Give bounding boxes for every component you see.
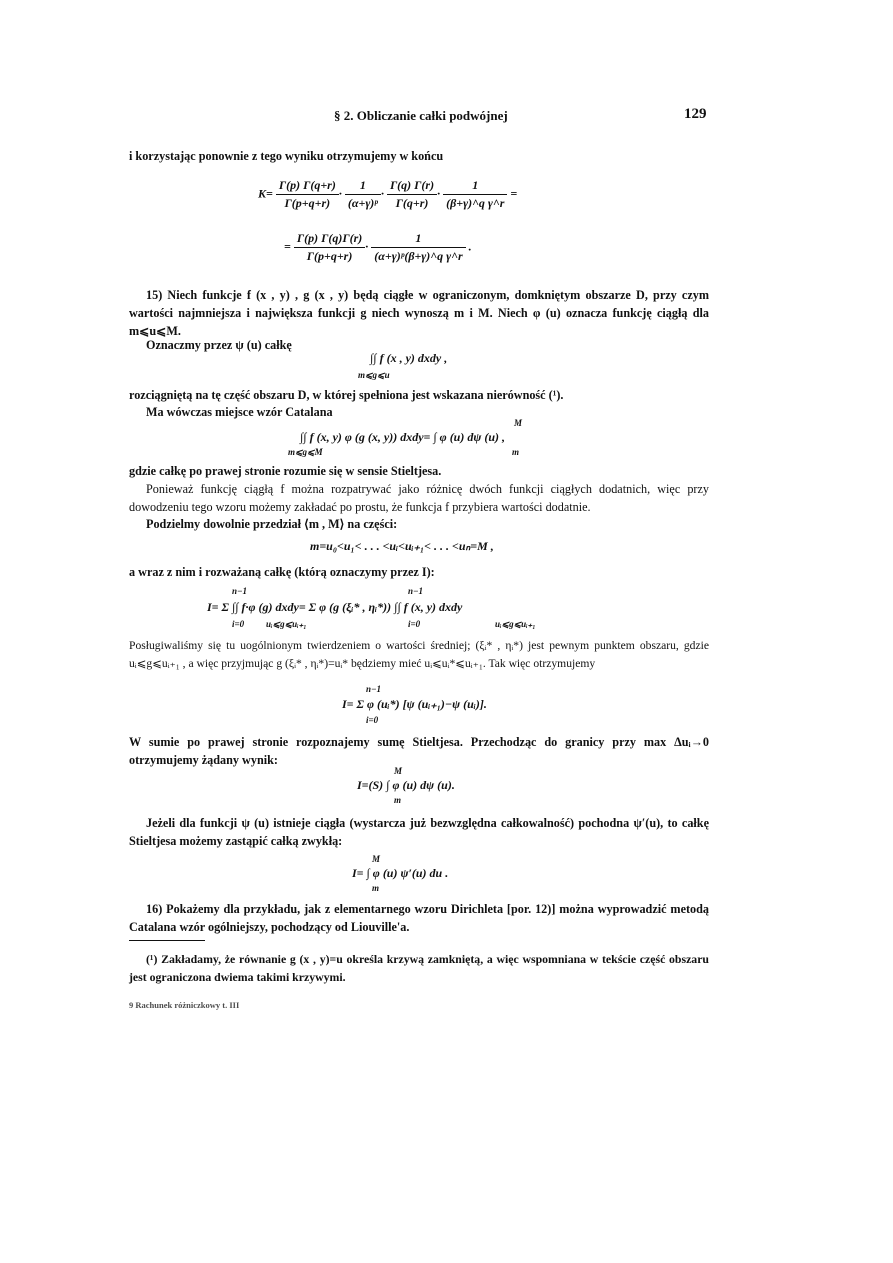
equation-psi-integral: ∫∫ f (x , y) dxdy , [370, 351, 448, 365]
equation-sum-i: I= Σ ∫∫ f·φ (g) dxdy= Σ φ (g (ξᵢ* , ηᵢ*)) ∫∫ f (x, y) dxdy [207, 600, 463, 614]
equation-result: I=(S) ∫ φ (u) dψ (u). [357, 778, 455, 792]
sum-i-upper-1: n−1 [232, 586, 247, 596]
paragraph-catalan: Ma wówczas miejsce wzór Catalana [146, 405, 333, 419]
catalan-upper-limit: M [514, 418, 523, 428]
paragraph-wsumie: W sumie po prawej stronie rozpoznajemy sumę Stieltjesa. Przechodząc do granicy przy max Δuᵢ→0 otrzymujemy żądany wynik: [129, 735, 709, 767]
result-lower-limit: m [394, 795, 402, 805]
footnote: (¹) Zakładamy, że równanie g (x , y)=u określa krzywą zamkniętą, a więc wspomniana w tekście część obszaru jest ograniczona dwiema takimi krzywymi. [129, 952, 709, 984]
paragraph-intro: i korzystając ponownie z tego wyniku otrzymujemy w końcu [129, 149, 444, 163]
paragraph-15: 15) Niech funkcje f (x , y) , g (x , y) będą ciągłe w ograniczonym, domkniętym obszarze D, przy czym wartości najmniejsza i największa funkcji g niech wynoszą m i M. Niech φ (u) oznacza funkcję ciągłą dla m⩽u⩽M. [129, 288, 709, 338]
equation-partition: m=u₀<u₁< . . . <uᵢ<uᵢ₊₁< . . . <uₙ=M , [310, 539, 494, 553]
paragraph-16: 16) Pokażemy dla przykładu, jak z elementarnego wzoru Dirichleta [por. 12)] można wyprowadzić metodą Catalana wzór ogólniejszy, pochodzący od Liouville'a. [129, 902, 709, 934]
k2-fraction-2: $\frac{1}{\text{(α+γ)ᵖ(β+γ)\textasciicircum{}q γ\textasciicircum{}r}}$ [371, 231, 465, 264]
k-fraction-2: $\frac{1}{\text{(α+γ)ᵖ}}$ [345, 178, 381, 211]
stieltjes-sum-upper: n−1 [366, 684, 381, 694]
paragraph-oznaczmy: Oznaczmy przez ψ (u) całkę [146, 338, 292, 352]
k2-fraction-1: $\frac{\Gamma(p) \Gamma(q)\Gamma(r)}{\Gamma(p+q+r)}$ [294, 231, 365, 264]
sum-i-lower-2: uᵢ⩽g⩽uᵢ₊₁ [266, 619, 307, 629]
sum-i-lower-4: uᵢ⩽g⩽uᵢ₊₁ [495, 619, 536, 629]
psi-integral-limits: m⩽g⩽u [358, 370, 390, 380]
paragraph-wraz: a wraz z nim i rozważaną całkę (którą oznaczymy przez I): [129, 565, 435, 579]
equation-stieltjes-sum: I= Σ φ (uᵢ*) [ψ (uᵢ₊₁)−ψ (uᵢ)]. [342, 697, 487, 711]
equation-ordinary: I= ∫ φ (u) ψ′(u) du . [352, 866, 449, 880]
catalan-lower-limit: m⩽g⩽M [288, 447, 323, 457]
sum-i-lower-1: i=0 [232, 619, 245, 629]
footnote-rule [129, 940, 205, 941]
equation-catalan: ∫∫ f (x, y) φ (g (x, y)) dxdy= ∫ φ (u) dψ (u) , [300, 430, 506, 444]
paragraph-gdzie: gdzie całkę po prawej stronie rozumie się w sensie Stieltjesa. [129, 464, 442, 478]
paragraph-jezeli: Jeżeli dla funkcji ψ (u) istnieje ciągła (wystarcza już bezwzględna całkowalność) pochodna ψ′(u), to całkę Stieltjesa możemy zastąpić całką zwykłą: [129, 816, 709, 848]
paragraph-poniewaz: Ponieważ funkcję ciągłą f można rozpatrywać jako różnicę dwóch funkcji ciągłych dodatnich, więc przy dowodzeniu tego wzoru możemy zakładać po prostu, że funkcja f przybiera wartości dodatnie. [129, 482, 709, 514]
page-number: 129 [684, 106, 707, 122]
k-fraction-4: $\frac{1}{\text{(β+γ)\textasciicircum{}q γ\textasciicircum{}r}}$ [443, 178, 507, 211]
k-fraction-3: $\frac{\Gamma(q) \Gamma(r)}{\Gamma(q+r)}$ [387, 178, 437, 211]
result-upper-limit: M [394, 766, 403, 776]
sum-i-lower-3: i=0 [408, 619, 421, 629]
paragraph-rozciagnieta: rozciągniętą na tę część obszaru D, w której spełniona jest wskazana nierówność (¹). [129, 388, 564, 402]
ordinary-lower-limit: m [372, 883, 380, 893]
paragraph-podzielmy: Podzielmy dowolnie przedział ⟨m , M⟩ na części: [146, 517, 398, 531]
stieltjes-sum-lower: i=0 [366, 715, 379, 725]
sum-i-upper-2: n−1 [408, 586, 423, 596]
catalan-lower-limit-2: m [512, 447, 520, 457]
equation-k-line1: K= $\frac{\Gamma(p) \Gamma(q+r)}{\Gamma(p+q+r)}$ · $\frac{1}{\text{(α+γ)ᵖ}}$ · $\frac{\Gamma(q) \Gamma(r)}{\Gamma(q+r)}$ · $\frac{1}{\text{(β+γ)\textasciicircum{}q γ\textasciicircum{}r}}$ = [258, 178, 518, 210]
paragraph-poslugiwalismy: Posługiwaliśmy się tu uogólnionym twierdzeniem o wartości średniej; (ξᵢ* , ηᵢ*) jest pewnym punktem obszaru, gdzie uᵢ⩽g⩽uᵢ₊₁ , a więc przyjmując g (ξᵢ* , ηᵢ*)=uᵢ* będziemy mieć uᵢ⩽uᵢ*⩽uᵢ₊₁. Tak więc otrzymujemy [129, 639, 709, 670]
k-lhs: K= [258, 186, 273, 201]
k-fraction-1: $\frac{\Gamma(p) \Gamma(q+r)}{\Gamma(p+q+r)}$ [276, 178, 339, 211]
ordinary-upper-limit: M [372, 854, 381, 864]
equation-k-line2: = $\frac{\Gamma(p) \Gamma(q)\Gamma(r)}{\Gamma(p+q+r)}$ · $\frac{1}{\text{(α+γ)ᵖ(β+γ)\textasciicircum{}q γ\textasciicircum{}r}}$ . [284, 231, 472, 263]
page-header-title: § 2. Obliczanie całki podwójnej [334, 108, 508, 123]
printer-signature: 9 Rachunek różniczkowy t. III [129, 1000, 240, 1010]
